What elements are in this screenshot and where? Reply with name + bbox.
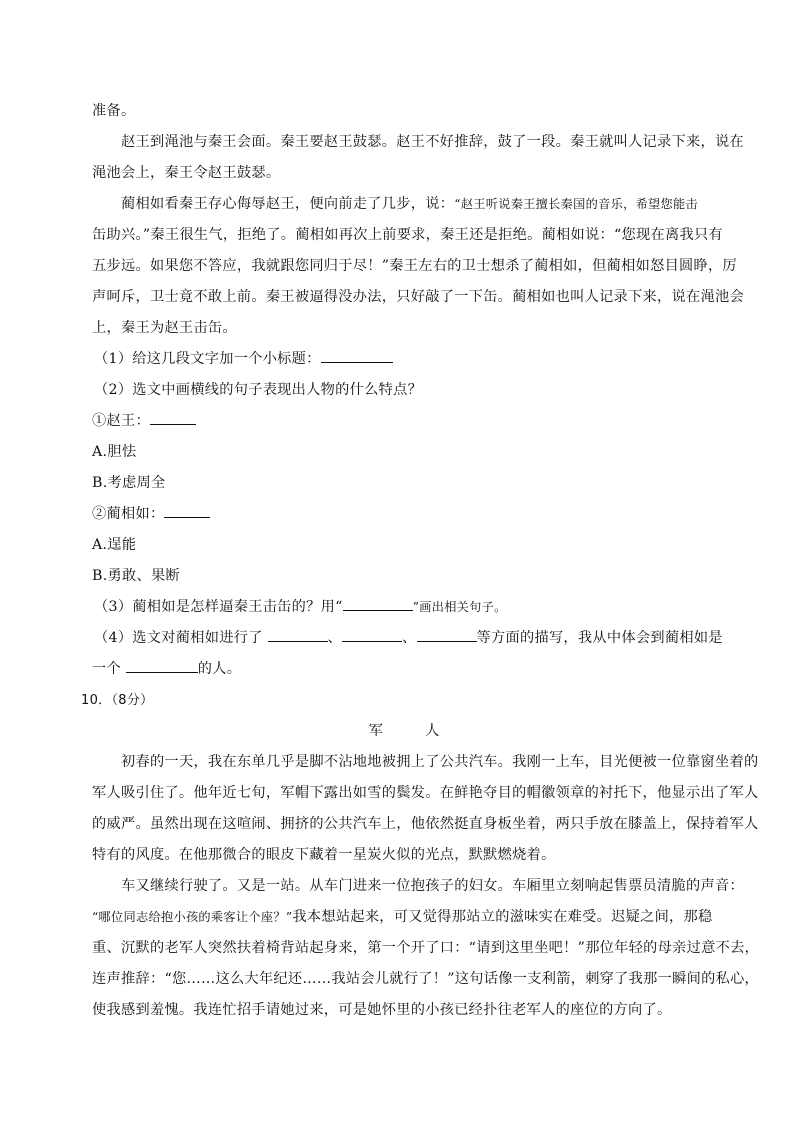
passage-line: 准备。 bbox=[92, 103, 136, 119]
question-number: 10．（8分） bbox=[81, 693, 154, 708]
question-1 bbox=[92, 344, 722, 375]
question-4 bbox=[92, 623, 722, 654]
passage-line: 声呵斥，卫士竟不敢上前。秦王被逼得没办法，只好敲了一下缶。蔺相如也叫人记录下来，说在渑池会 bbox=[92, 289, 744, 305]
passage-line: 赵王到渑池与秦王会面。秦王要赵王鼓瑟。赵王不好推辞，鼓了一段。秦王就叫人记录下来，说在 bbox=[121, 134, 744, 150]
question-1-text: （1）给这几段文字加一个小标题： bbox=[94, 351, 321, 367]
sub-question-lin bbox=[92, 499, 722, 530]
question-3 bbox=[92, 592, 722, 623]
passage-quote: “哪位同志给抱小孩的乘客让个座？” bbox=[92, 910, 293, 924]
passage-line: 军人吸引住了。他年近七旬，军帽下露出如雪的鬓发。在鲜艳夺目的帽徽领章的衬托下，他显示出了军人 bbox=[92, 785, 759, 801]
answer-blank[interactable] bbox=[417, 627, 477, 642]
passage-line: 缶助兴。”秦王很生气，拒绝了。蔺相如再次上前要求，秦王还是拒绝。蔺相如说：“您现在离我只有 bbox=[92, 227, 723, 243]
question-2: （2）选文中画横线的句子表现出人物的什么特点？ bbox=[94, 382, 423, 398]
option-b[interactable]: B.勇敢、果断 bbox=[92, 568, 180, 584]
passage-line: 上，秦王为赵王击缶。 bbox=[92, 320, 237, 336]
passage-text: 蔺相如看秦王存心侮辱赵王，便向前走了几步，说： bbox=[121, 196, 455, 212]
answer-blank[interactable] bbox=[150, 410, 196, 425]
passage-line: 渑池会上，秦王令赵王鼓瑟。 bbox=[92, 165, 281, 181]
separator: 、 bbox=[402, 630, 417, 646]
sub-question-zhao bbox=[92, 406, 722, 437]
answer-blank[interactable] bbox=[164, 503, 210, 518]
answer-blank[interactable] bbox=[342, 627, 402, 642]
option-a[interactable]: A.逞能 bbox=[92, 537, 137, 553]
passage-line: 的威严。虽然出现在这喧闹、拥挤的公共汽车上，他依然挺直身板坐着，两只手放在膝盖上，保持着军人 bbox=[92, 816, 759, 832]
document-page bbox=[81, 96, 760, 1026]
separator: 、 bbox=[327, 630, 342, 646]
passage-text: 我本想站起来，可又觉得那站立的滋味实在难受。迟疑之间，那稳 bbox=[292, 909, 713, 925]
question-4-cont bbox=[92, 654, 722, 685]
passage-line bbox=[92, 189, 722, 220]
question-4-text: （4）选文对蔺相如进行了 bbox=[94, 630, 268, 646]
sub-question-label: ②蔺相如： bbox=[92, 506, 165, 522]
passage-line: 车又继续行驶了。又是一站。从车门进来一位抱孩子的妇女。车厢里立刻响起售票员清脆的声音： bbox=[121, 878, 744, 894]
answer-blank[interactable] bbox=[343, 596, 413, 611]
question-4-text: 一个 bbox=[92, 661, 126, 677]
sub-question-label: ①赵王： bbox=[92, 413, 150, 429]
passage-line: 初春的一天，我在东单几乎是脚不沾地地被拥上了公共汽车。我刚一上车，目光便被一位靠窗坐着的 bbox=[121, 754, 759, 770]
passage-line: 连声推辞：“您……这么大年纪还……我站会儿就行了！”这句话像一支利箭，刺穿了我那一瞬间的私心， bbox=[92, 971, 760, 987]
answer-blank[interactable] bbox=[321, 348, 393, 363]
option-b[interactable]: B.考虑周全 bbox=[92, 475, 166, 491]
passage-quote: “赵王听说秦王擅长秦国的音乐，希望您能击 bbox=[454, 197, 699, 211]
passage-title: 军 人 bbox=[368, 723, 454, 739]
question-4-tail: 的人。 bbox=[197, 661, 242, 677]
question-4-tail: 等方面的描写，我从中体会到蔺相如是 bbox=[476, 630, 723, 646]
passage-line: 使我感到羞愧。我连忙招手请她过来，可是她怀里的小孩已经扑往老军人的座位的方向了。 bbox=[92, 1002, 672, 1018]
passage-line bbox=[92, 902, 722, 933]
passage-line: 特有的风度。在他那微合的眼皮下藏着一星炭火似的光点，默默燃烧着。 bbox=[92, 847, 556, 863]
passage-line: 重、沉默的老军人突然扶着椅背站起身来，第一个开了口：“请到这里坐吧！”那位年轻的母亲过意不去， bbox=[92, 940, 760, 956]
question-3-text: （3）蔺相如是怎样逼秦王击缶的？用“ bbox=[94, 599, 343, 615]
question-3-tail: ”画出相关句子。 bbox=[412, 600, 507, 614]
answer-blank[interactable] bbox=[268, 627, 328, 642]
option-a[interactable]: A.胆怯 bbox=[92, 444, 137, 460]
passage-line: 五步远。如果您不答应，我就跟您同归于尽！”秦王左右的卫士想杀了蔺相如，但蔺相如怒目圆睁，厉 bbox=[92, 258, 738, 274]
answer-blank[interactable] bbox=[126, 658, 198, 673]
